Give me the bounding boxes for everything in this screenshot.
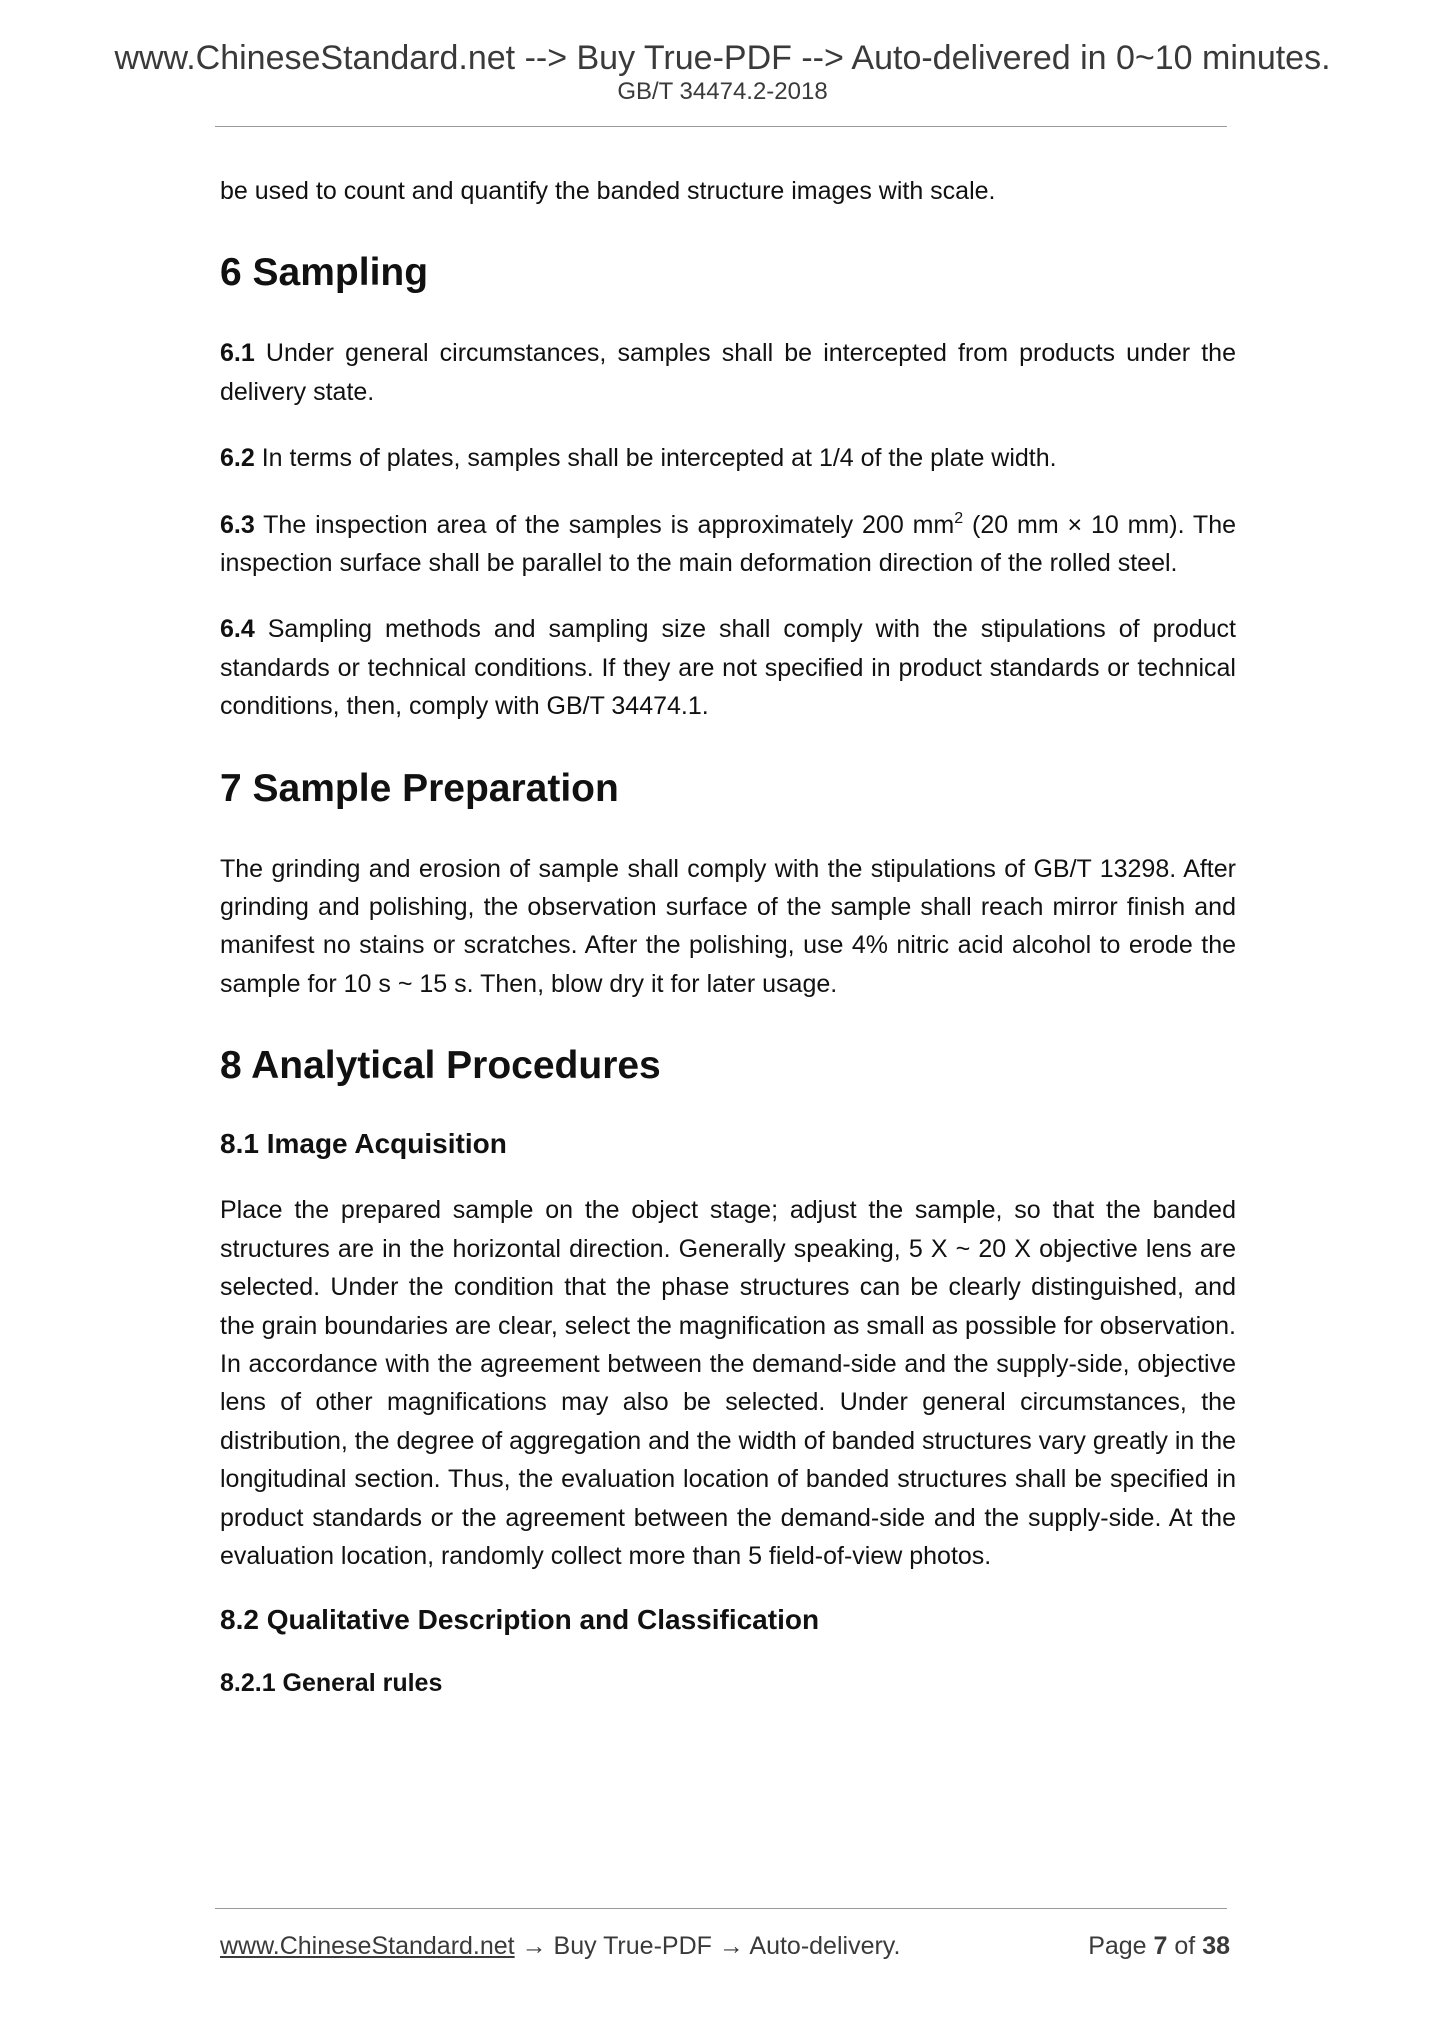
site-banner: www.ChineseStandard.net --> Buy True-PDF --> Auto-delivered in 0~10 minutes. [114,39,1331,77]
section-8-1-heading: 8.1 Image Acquisition [220,1128,507,1160]
clause-6-1 [220,334,1236,411]
clause-number: 6.1 [220,339,255,368]
clause-6-3 [220,506,1236,583]
superscript: 2 [954,509,964,527]
section-7-heading: 7 Sample Preparation [220,766,619,810]
clause-text: Sampling methods and sampling size shall comply with the stipulations of product standards or technical conditions. If they are not specified in product standards or technical conditions, then, comply with GB/T 34474.1. [220,615,1236,721]
document-number: GB/T 34474.2-2018 [617,78,828,105]
clause-number: 6.4 [220,615,255,644]
page-footer [220,1930,1230,1962]
header-divider [215,126,1227,127]
page-indicator [1088,1930,1230,1962]
section-6-heading: 6 Sampling [220,251,429,295]
footer-divider [215,1908,1227,1909]
page-word: Page [1088,1932,1154,1960]
section-8-2-heading: 8.2 Qualitative Description and Classification [220,1604,820,1636]
clause-6-2 [220,439,1236,477]
total-page-count: 38 [1202,1932,1230,1960]
page-content [220,172,1236,1699]
clause-text: The inspection area of the samples is approximately 200 mm [254,510,955,539]
clause-text: (20 mm × 10 mm). The inspection surface shall be parallel to the main deformation direction of the rolled steel. [220,510,1236,578]
clause-text: Under general circumstances, samples shall be intercepted from products under the delivery state. [220,339,1236,406]
intro-paragraph: be used to count and quantify the banded structure images with scale. [220,177,996,205]
clause-6-4 [220,610,1236,725]
section-8-2-1-heading: 8.2.1 General rules [220,1669,443,1698]
section-8-1-paragraph: Place the prepared sample on the object stage; adjust the sample, so that the banded structures are in the horizontal direction. Generally speaking, 5 X ~ 20 X objective lens are selected. Under the condition that the phase structures can be clearly distinguished, and the grain boundaries are clear, select the magnification as small as possible for observation. In accordance with the agreement between the demand-side and the supply-side, objective lens of other magnifications may also be selected. Under general circumstances, the distribution, the degree of aggregation and the width of banded structures vary greatly in the longitudinal section. Thus, the evaluation location of banded structures shall be specified in product standards or the agreement between the demand-side and the supply-side. At the evaluation location, randomly collect more than 5 field-of-view photos. [220,1196,1236,1570]
footer-tagline: → Buy True-PDF → Auto-delivery. [514,1932,901,1960]
clause-number: 6.3 [220,510,255,539]
section-7-paragraph: The grinding and erosion of sample shall comply with the stipulations of GB/T 13298. After grinding and polishing, the observation surface of the sample shall reach mirror finish and manifest no stains or scratches. After the polishing, use 4% nitric acid alcohol to erode the sample for 10 s ~ 15 s. Then, blow dry it for later usage. [220,854,1236,998]
clause-text: In terms of plates, samples shall be intercepted at 1/4 of the plate width. [254,444,1057,473]
footer-site-link[interactable]: www.ChineseStandard.net [220,1932,515,1960]
current-page-number: 7 [1153,1932,1168,1960]
section-8-heading: 8 Analytical Procedures [220,1044,661,1088]
clause-number: 6.2 [220,444,255,473]
of-word: of [1167,1932,1203,1960]
